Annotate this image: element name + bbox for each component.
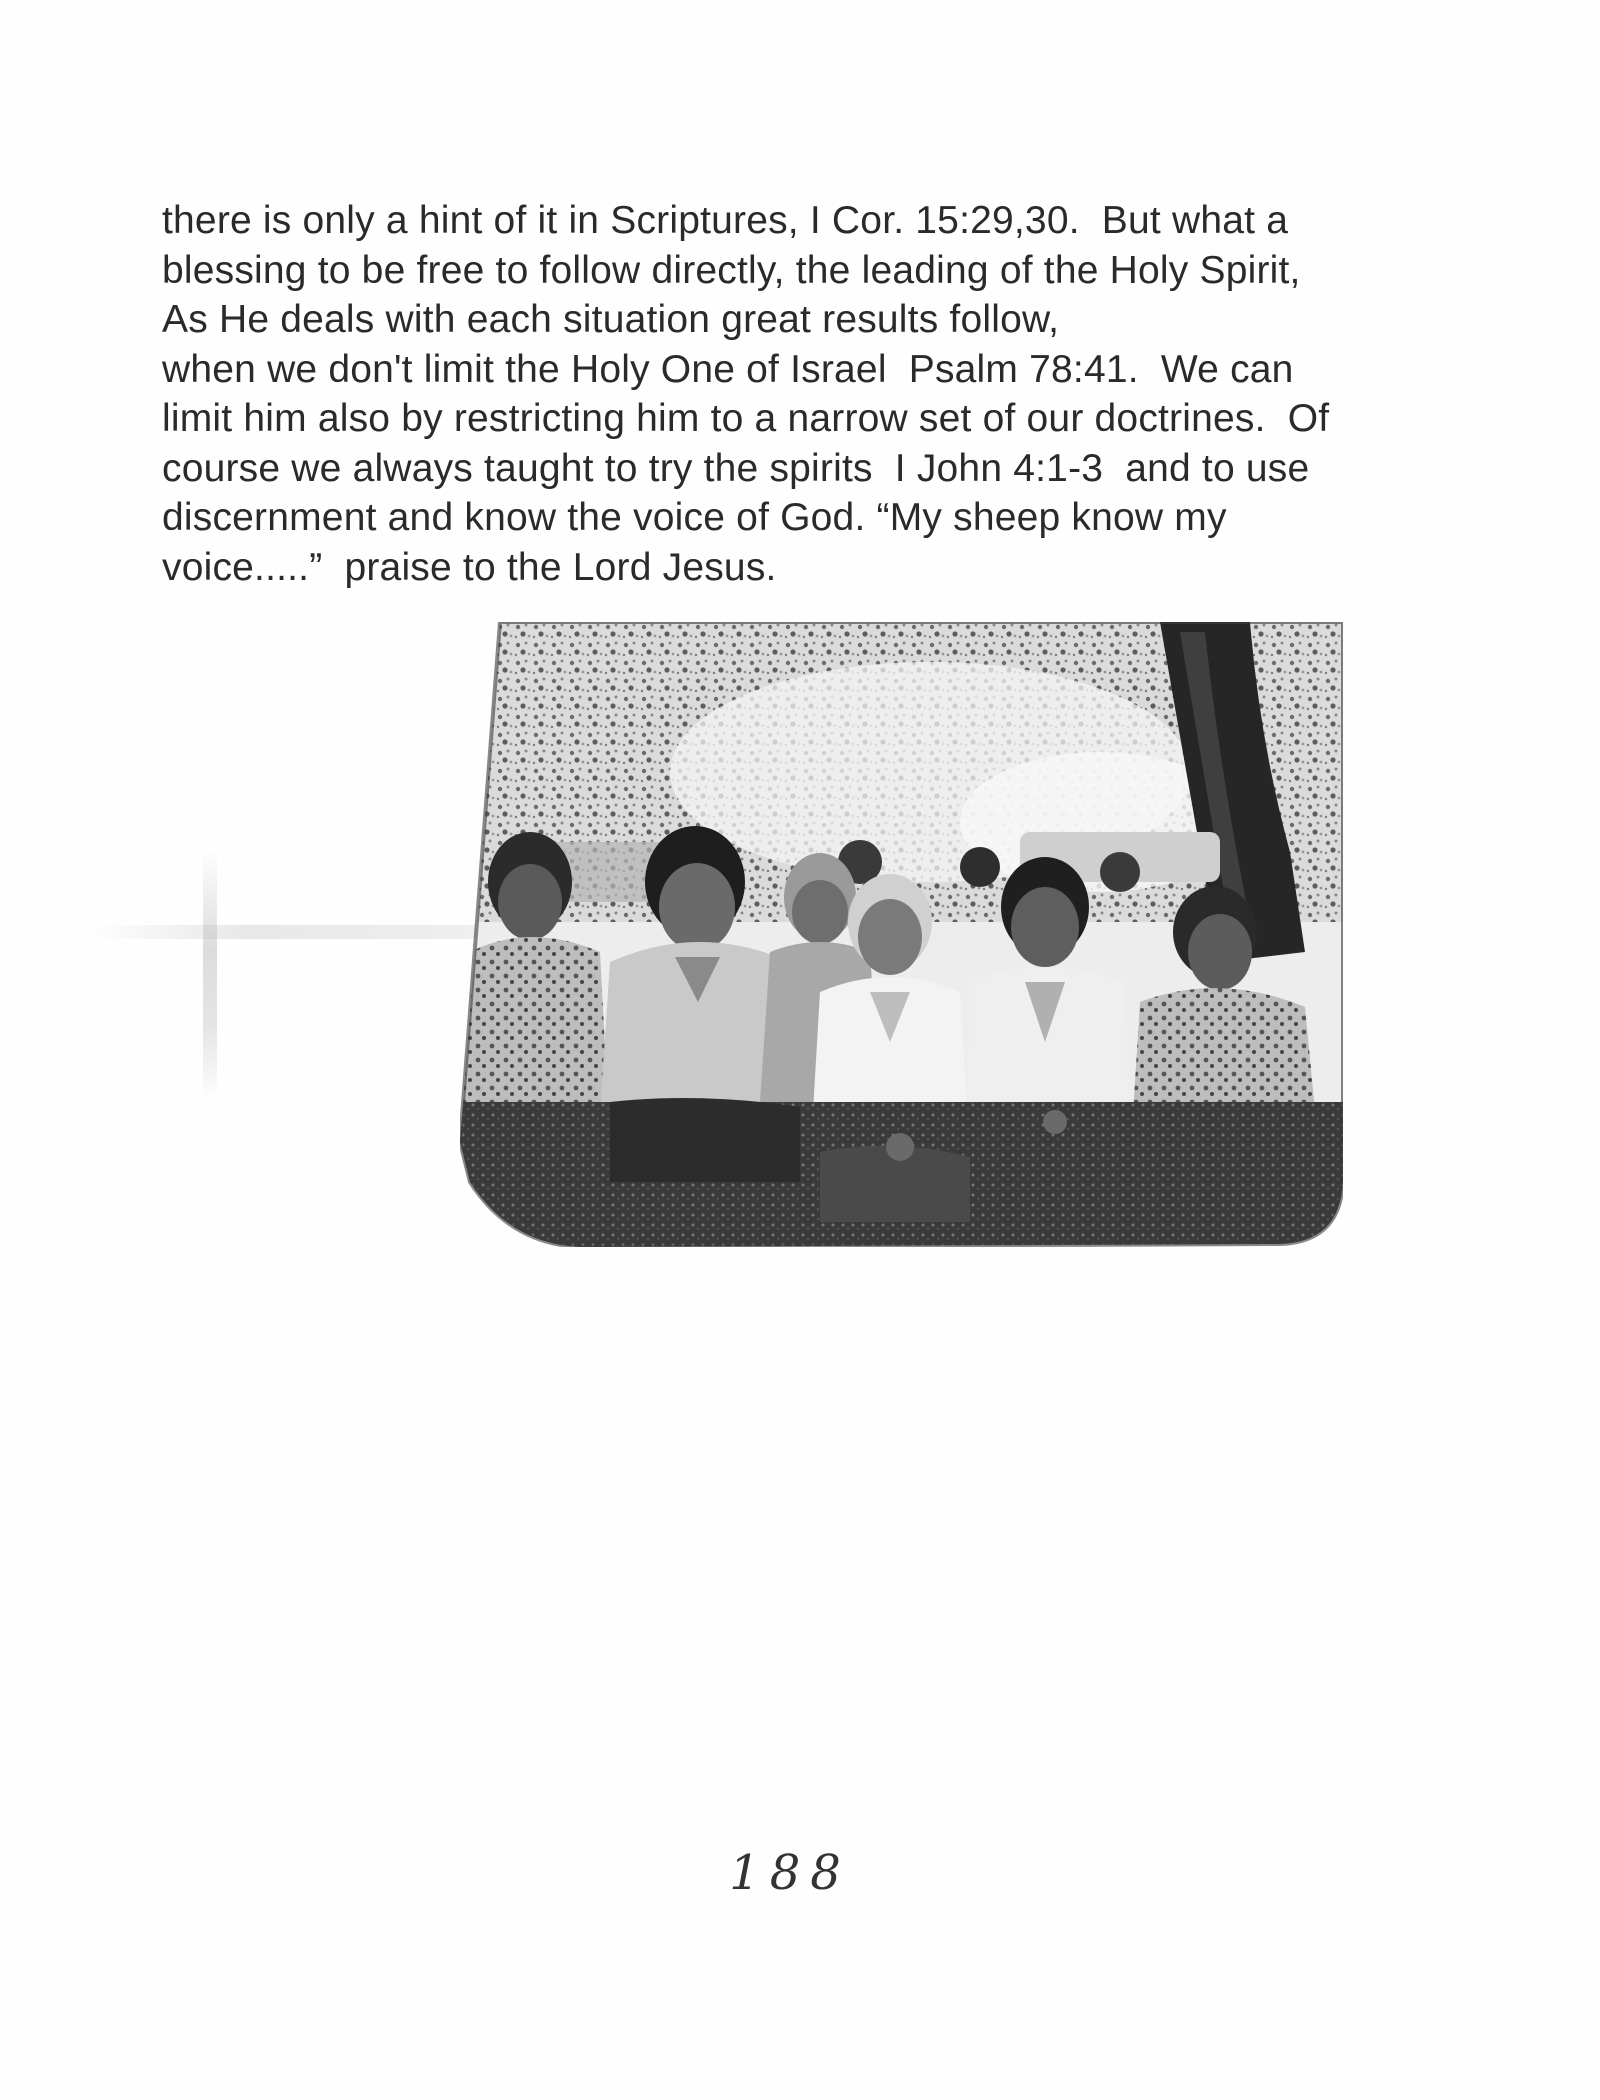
body-paragraph bbox=[162, 196, 1462, 592]
group-photograph bbox=[460, 622, 1343, 1247]
paragraph-line: discernment and know the voice of God. “My sheep know my bbox=[162, 496, 1227, 539]
paragraph-line: As He deals with each situation great results follow, bbox=[162, 298, 1060, 341]
page-number: 188 bbox=[729, 1845, 851, 1901]
photo-illustration bbox=[460, 622, 1343, 1247]
paragraph-line: when we don't limit the Holy One of Israel Psalm 78:41. We can bbox=[162, 347, 1294, 391]
paragraph-line: limit him also by restricting him to a narrow set of our doctrines. Of bbox=[162, 397, 1330, 440]
paragraph-line: blessing to be free to follow directly, the leading of the Holy Spirit, bbox=[162, 248, 1301, 292]
scan-artifact bbox=[203, 850, 217, 1100]
paragraph-line: course we always taught to try the spirits I John 4:1-3 and to use bbox=[162, 446, 1310, 490]
paragraph-line: voice.....” praise to the Lord Jesus. bbox=[162, 545, 777, 589]
paragraph-line: there is only a hint of it in Scriptures, I Cor. 15:29,30. But what a bbox=[162, 199, 1289, 242]
